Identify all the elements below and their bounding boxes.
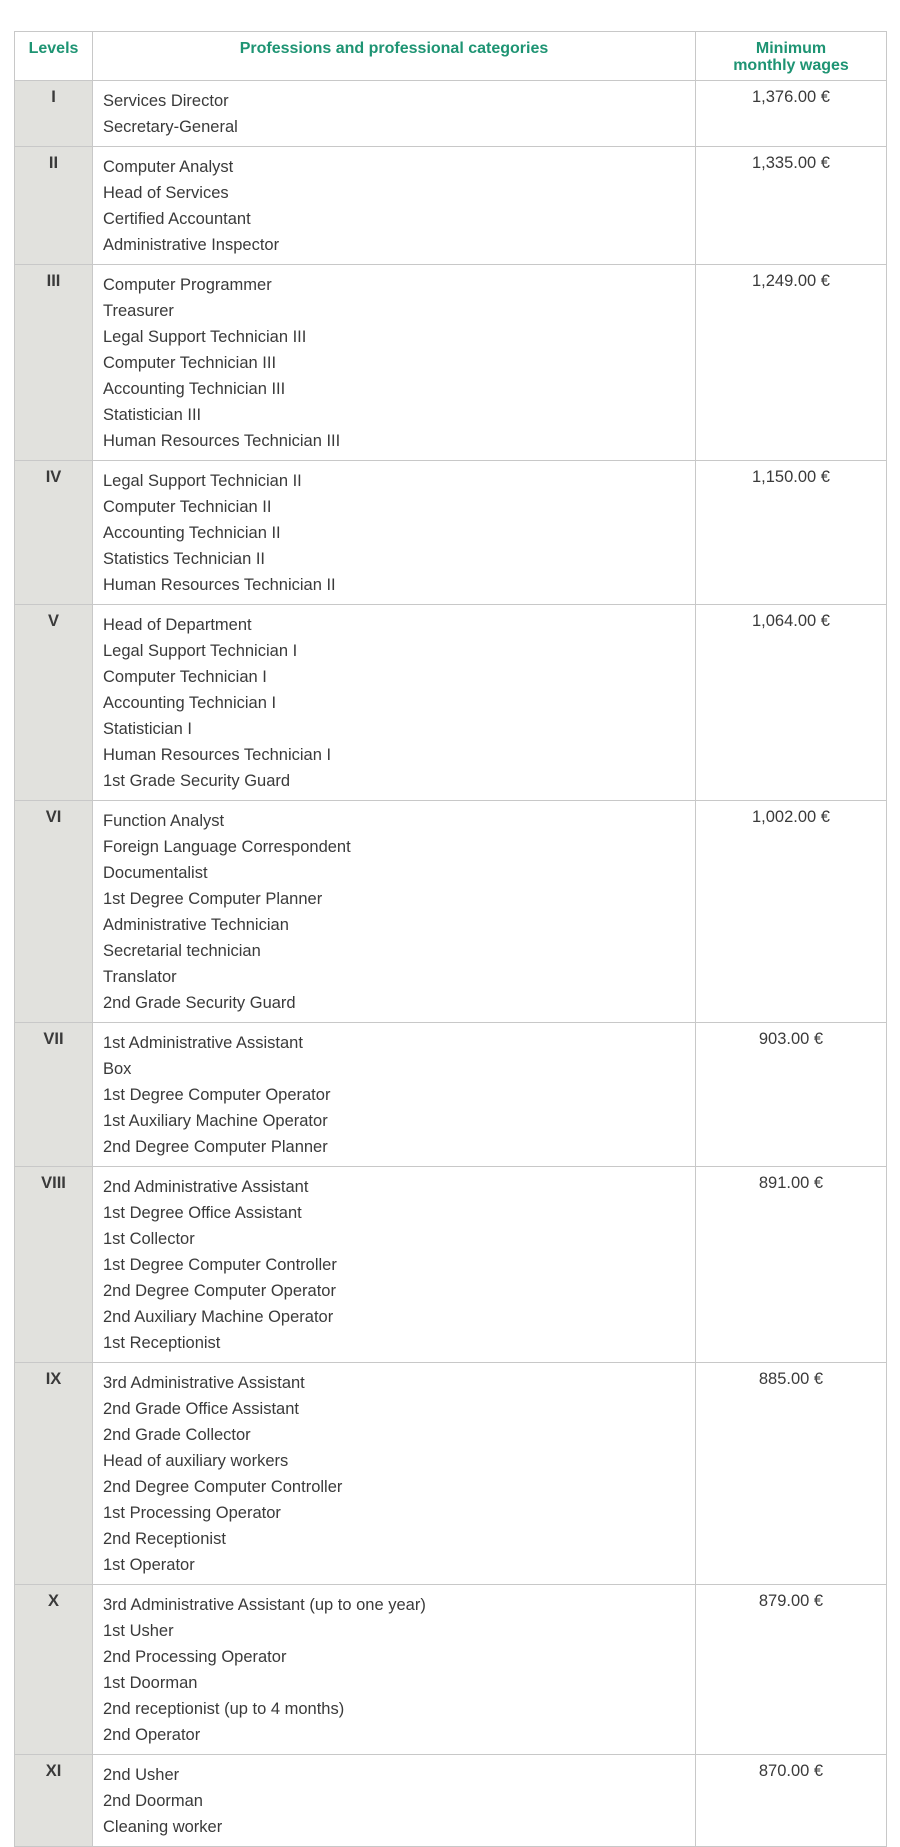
- wage-cell: 1,335.00 €: [696, 147, 887, 265]
- professions-cell: [93, 1585, 696, 1755]
- table-row: [15, 461, 887, 605]
- profession-item: Legal Support Technician I: [103, 642, 298, 660]
- profession-item: Human Resources Technician III: [103, 432, 341, 450]
- level-cell: III: [15, 265, 93, 461]
- profession-item: Statistics Technician II: [103, 550, 266, 568]
- profession-item: 2nd Operator: [103, 1726, 201, 1744]
- wage-cell: 891.00 €: [696, 1167, 887, 1363]
- profession-item: 2nd Administrative Assistant: [103, 1178, 309, 1196]
- profession-item: 1st Degree Computer Planner: [103, 890, 323, 908]
- professions-list: [103, 1174, 685, 1356]
- profession-item: 1st Collector: [103, 1230, 195, 1248]
- profession-item: Function Analyst: [103, 812, 225, 830]
- professions-cell: [93, 81, 696, 147]
- table-header: [15, 32, 887, 81]
- level-cell: VIII: [15, 1167, 93, 1363]
- profession-item: Administrative Technician: [103, 916, 289, 934]
- table-row: [15, 605, 887, 801]
- profession-item: 1st Degree Computer Operator: [103, 1086, 331, 1104]
- profession-item: 2nd Degree Computer Planner: [103, 1138, 328, 1156]
- profession-item: Head of Department: [103, 616, 252, 634]
- profession-item: Head of auxiliary workers: [103, 1452, 289, 1470]
- profession-item: Certified Accountant: [103, 210, 251, 228]
- profession-item: 2nd Auxiliary Machine Operator: [103, 1308, 334, 1326]
- professions-cell: [93, 801, 696, 1023]
- profession-item: 1st Degree Computer Controller: [103, 1256, 337, 1274]
- professions-cell: [93, 265, 696, 461]
- profession-item: Treasurer: [103, 302, 174, 320]
- profession-item: 1st Doorman: [103, 1674, 198, 1692]
- profession-item: Secretarial technician: [103, 942, 261, 960]
- header-row: [15, 32, 887, 81]
- profession-item: Services Director: [103, 92, 229, 110]
- profession-item: Legal Support Technician II: [103, 472, 302, 490]
- professions-list: [103, 1370, 685, 1578]
- wages-table: [14, 31, 887, 1847]
- wage-cell: 903.00 €: [696, 1023, 887, 1167]
- profession-item: 2nd Grade Office Assistant: [103, 1400, 299, 1418]
- wage-cell: 1,376.00 €: [696, 81, 887, 147]
- header-professions: Professions and professional categories: [93, 32, 696, 81]
- profession-item: 1st Auxiliary Machine Operator: [103, 1112, 328, 1130]
- profession-item: 2nd Degree Computer Operator: [103, 1282, 336, 1300]
- table-row: [15, 1023, 887, 1167]
- level-cell: I: [15, 81, 93, 147]
- profession-item: Human Resources Technician II: [103, 576, 336, 594]
- profession-item: 3rd Administrative Assistant (up to one year): [103, 1596, 426, 1614]
- professions-cell: [93, 605, 696, 801]
- profession-item: 1st Administrative Assistant: [103, 1034, 303, 1052]
- profession-item: 1st Degree Office Assistant: [103, 1204, 302, 1222]
- wage-cell: 879.00 €: [696, 1585, 887, 1755]
- profession-item: Computer Technician III: [103, 354, 277, 372]
- profession-item: 2nd Receptionist: [103, 1530, 226, 1548]
- table-row: [15, 1755, 887, 1847]
- wage-cell: 1,150.00 €: [696, 461, 887, 605]
- header-wage-line-2: monthly wages: [733, 57, 849, 74]
- professions-list: [103, 612, 685, 794]
- wage-cell: 885.00 €: [696, 1363, 887, 1585]
- profession-item: 1st Receptionist: [103, 1334, 221, 1352]
- table-row: [15, 147, 887, 265]
- profession-item: Translator: [103, 968, 177, 986]
- professions-cell: [93, 1755, 696, 1847]
- profession-item: Documentalist: [103, 864, 208, 882]
- profession-item: Secretary-General: [103, 118, 238, 136]
- profession-item: Computer Programmer: [103, 276, 272, 294]
- profession-item: Accounting Technician I: [103, 694, 277, 712]
- professions-list: [103, 1762, 685, 1840]
- profession-item: Accounting Technician III: [103, 380, 286, 398]
- professions-cell: [93, 461, 696, 605]
- professions-list: [103, 88, 685, 140]
- level-cell: IX: [15, 1363, 93, 1585]
- table-row: [15, 1363, 887, 1585]
- header-minimum-wages: [696, 32, 887, 81]
- professions-list: [103, 1030, 685, 1160]
- profession-item: Computer Technician I: [103, 668, 267, 686]
- profession-item: 2nd Doorman: [103, 1792, 203, 1810]
- profession-item: Statistician III: [103, 406, 202, 424]
- professions-list: [103, 1592, 685, 1748]
- professions-list: [103, 808, 685, 1016]
- level-cell: IV: [15, 461, 93, 605]
- profession-item: Legal Support Technician III: [103, 328, 307, 346]
- profession-item: Computer Technician II: [103, 498, 272, 516]
- professions-list: [103, 154, 685, 258]
- profession-item: 2nd Degree Computer Controller: [103, 1478, 343, 1496]
- wage-cell: 1,249.00 €: [696, 265, 887, 461]
- profession-item: Foreign Language Correspondent: [103, 838, 351, 856]
- table-row: [15, 1585, 887, 1755]
- level-cell: II: [15, 147, 93, 265]
- table-row: [15, 81, 887, 147]
- profession-item: 1st Processing Operator: [103, 1504, 281, 1522]
- profession-item: Box: [103, 1060, 132, 1078]
- profession-item: 2nd Processing Operator: [103, 1648, 287, 1666]
- profession-item: 1st Grade Security Guard: [103, 772, 291, 790]
- profession-item: Head of Services: [103, 184, 229, 202]
- profession-item: 2nd Usher: [103, 1766, 180, 1784]
- profession-item: 1st Usher: [103, 1622, 174, 1640]
- header-levels: Levels: [15, 32, 93, 81]
- header-wage-line-1: Minimum: [755, 40, 827, 57]
- profession-item: 2nd Grade Security Guard: [103, 994, 296, 1012]
- profession-item: 2nd receptionist (up to 4 months): [103, 1700, 345, 1718]
- profession-item: Statistician I: [103, 720, 192, 738]
- level-cell: X: [15, 1585, 93, 1755]
- level-cell: V: [15, 605, 93, 801]
- level-cell: XI: [15, 1755, 93, 1847]
- profession-item: 3rd Administrative Assistant: [103, 1374, 305, 1392]
- table-body: [15, 81, 887, 1847]
- table-row: [15, 1167, 887, 1363]
- wage-cell: 1,064.00 €: [696, 605, 887, 801]
- professions-list: [103, 468, 685, 598]
- profession-item: 1st Operator: [103, 1556, 195, 1574]
- profession-item: 2nd Grade Collector: [103, 1426, 251, 1444]
- table-row: [15, 265, 887, 461]
- professions-cell: [93, 1167, 696, 1363]
- profession-item: Administrative Inspector: [103, 236, 280, 254]
- wage-cell: 870.00 €: [696, 1755, 887, 1847]
- professions-list: [103, 272, 685, 454]
- profession-item: Computer Analyst: [103, 158, 234, 176]
- level-cell: VII: [15, 1023, 93, 1167]
- profession-item: Human Resources Technician I: [103, 746, 332, 764]
- table-row: [15, 801, 887, 1023]
- professions-cell: [93, 1363, 696, 1585]
- professions-cell: [93, 147, 696, 265]
- profession-item: Accounting Technician II: [103, 524, 281, 542]
- level-cell: VI: [15, 801, 93, 1023]
- profession-item: Cleaning worker: [103, 1818, 223, 1836]
- wage-cell: 1,002.00 €: [696, 801, 887, 1023]
- professions-cell: [93, 1023, 696, 1167]
